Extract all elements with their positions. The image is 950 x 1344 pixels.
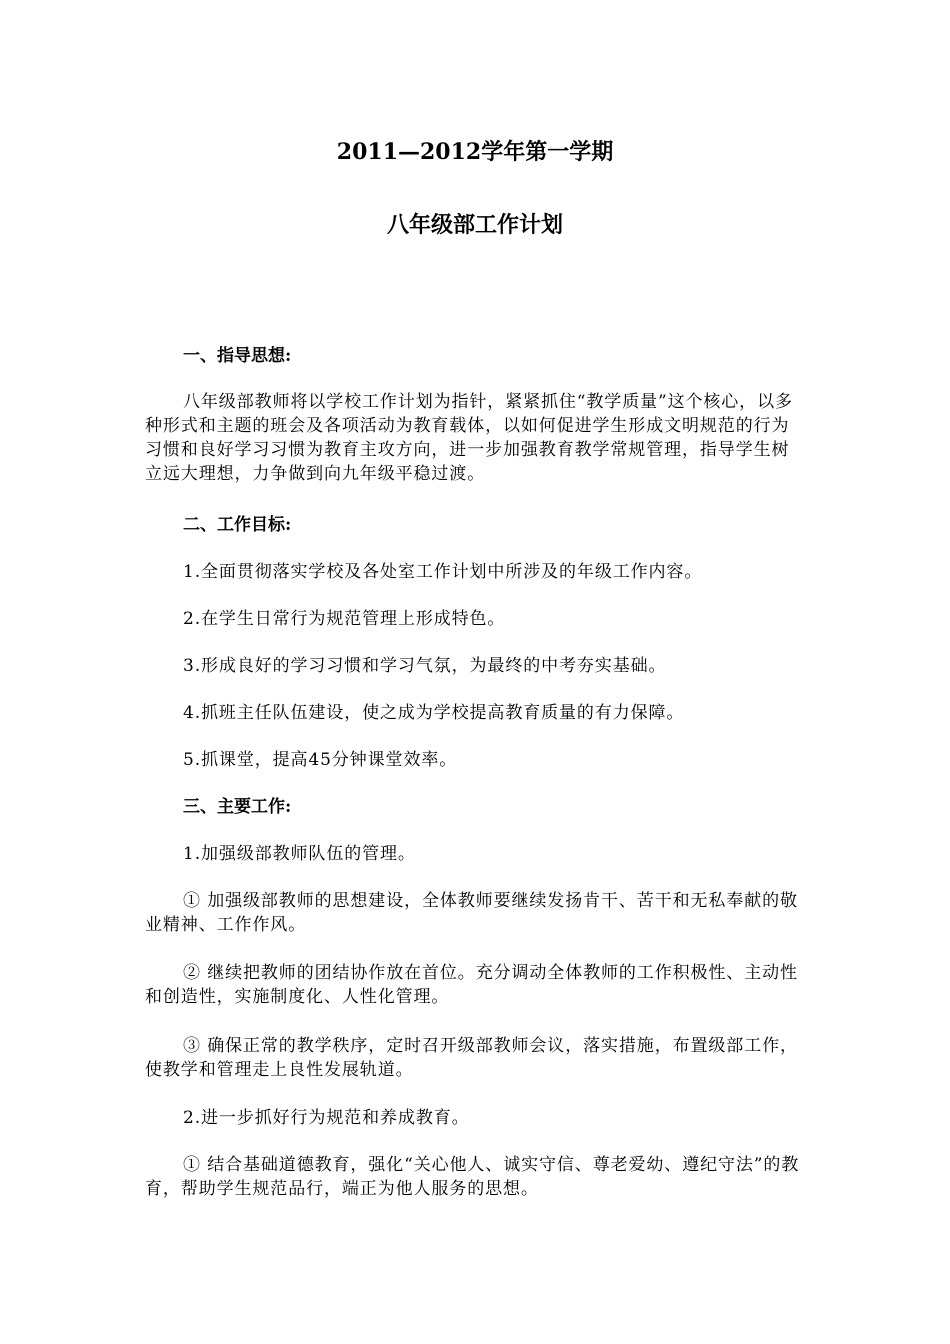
document-title-plan: 八年级部工作计划 [386, 212, 563, 238]
work-subitem-1: ① 加强级部教师的思想建设，全体教师要继续发扬肯干、苦干和无私奉献的敬业精神、工作作风。 [145, 891, 798, 935]
goal-item-1: 1.全面贯彻落实学校及各处室工作计划中所涉及的年级工作内容。 [183, 562, 703, 582]
work-subitem-2: ② 继续把教师的团结协作放在首位。充分调动全体教师的工作积极性、主动性和创造性，实施制度化、人性化管理。 [145, 963, 798, 1007]
section-paragraph-guiding-thought: 八年级部教师将以学校工作计划为指针，紧紧抓住“教学质量”这个核心，以多种形式和主题的班会及各项活动为教育载体，以如何促进学生形成文明规范的行为习惯和良好学习习惯为教育主攻方向，进一步加强教育教学常规管理，指导学生树立远大理想，力争做到向九年级平稳过渡。 [145, 392, 793, 484]
goal-item-5: 5.抓课堂，提高45分钟课堂效率。 [183, 750, 458, 770]
work-item-1: 1.加强级部教师队伍的管理。 [183, 844, 416, 864]
section-heading-work-goals: 二、工作目标: [183, 515, 292, 535]
work-subitem-3: ③ 确保正常的教学秩序，定时召开级部教师会议，落实措施，布置级部工作，使教学和管理走上良性发展轨道。 [145, 1036, 798, 1080]
goal-item-3: 3.形成良好的学习习惯和学习气氛，为最终的中考夯实基础。 [183, 656, 667, 676]
work-item-2: 2.进一步抓好行为规范和养成教育。 [183, 1108, 470, 1128]
section-heading-guiding-thought: 一、指导思想: [183, 346, 292, 366]
document-title-semester: 2011—2012学年第一学期 [336, 139, 614, 165]
work-subitem-4: ① 结合基础道德教育，强化“关心他人、诚实守信、尊老爱幼、遵纪守法”的教育，帮助学生规范品行，端正为他人服务的思想。 [145, 1155, 800, 1199]
section-heading-main-work: 三、主要工作: [183, 797, 292, 817]
goal-item-2: 2.在学生日常行为规范管理上形成特色。 [183, 609, 506, 629]
goal-item-4: 4.抓班主任队伍建设，使之成为学校提高教育质量的有力保障。 [183, 703, 685, 723]
